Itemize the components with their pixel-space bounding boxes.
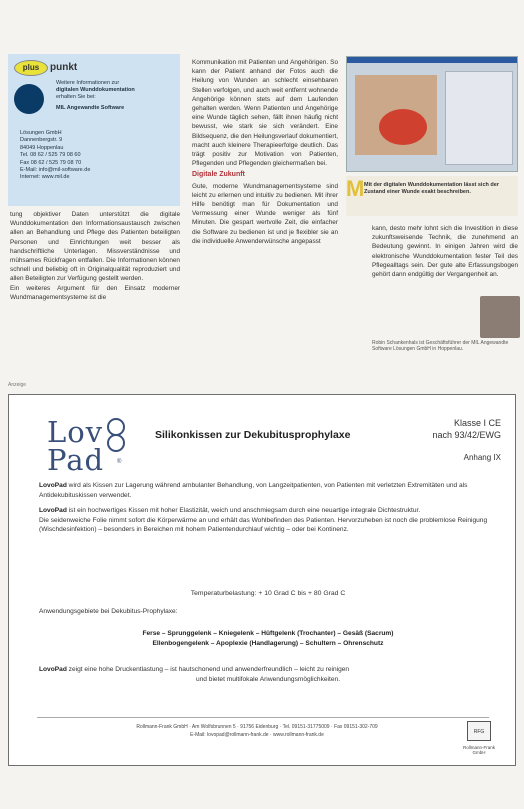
lovopad-advertisement [8, 394, 516, 766]
ad-closing: LovoPad zeigt eine hohe Druckentlastung – ist hautschonend und anwenderfreundlich – leicht zu reinigen und bietet multifokale Anwendungsmöglichkeiten. [39, 666, 350, 683]
article-column-3: kann, desto mehr lohnt sich die Investition in diese zukunftsweisende Technik, die zunehmend an Bedeutung gewinnt. In einigen Jahren wird die elektronische Wunddokumentation fester Teil des Pflegealltags sein. Der gute alte Erfassungsbogen gehört dann endgültig der Vergangenheit an. [372, 225, 518, 279]
ce-class: Klasse I CE nach 93/42/EWG [432, 418, 501, 440]
plus-punkt-logo: plus punkt [14, 60, 84, 76]
usage-heading: Anwendungsgebiete bei Dekubitus-Prophylaxe: [39, 608, 178, 615]
article-column-2: Kommunikation mit Patienten und Angehörigen. So kann der Patient anhand der Fotos auch die Heilung von Wunden an schlecht einsehbaren Stellen verfolgen, und auch weit entfernt wohnende Angehörige können stets auf dem Laufenden gehalten werden. Wenn Patienten und Angehörige eine Wunde täglich sehen, fällt ihnen häufig nicht bewusst, wie stark sie sich verändert. Eine Bildsequenz, die den Heilungsverlauf dokumentiert, macht auch kleinere Therapieerfolge deutlich. Das trägt positiv zur Motivation von Patienten, Pflegenden und Pflegenden gleichermaßen bei. Digitale Zukunft Gute, moderne Wundmanagementsysteme sind leicht zu erlernen und intuitiv zu bedienen. Mit ihrer Hilfe benötigt man für Dokumentation und Vermessung einer Wunde weniger als fünf Minuten. Die gespart wertvolle Zeit, die einfacher die Software zu bedienen ist und je flexibler sie an die individuelle Anwenderwünsche angepasst [192, 59, 338, 245]
ad-body: LovoPad wird als Kissen zur Lagerung während ambulanter Behandlung, von Langzeitpatienten, von Patienten mit verletzten Extremitäten und als Antidekubituskissen verwendet. LovoPad ist ein hochwertiges Kissen mit hoher Elastizität, weich und anschmiegsam durch eine neuartige integrale Dichtestruktur. Die seidenweiche Folie nimmt sofort die Körperwärme an und erhält das Wohlbefinden des Patienten. Hervorzuheben ist noch die problemlose Reinigung (Wischdesinfektion) – besonders in Bereichen mit hohem Patientendurchlauf wichtig – oder bei Kontinenz. Temperaturbelastung: + 10 Grad C bis + 80 Grad C Anwendungsgebiete bei Dekubitus-Prophylaxe: Ferse – Sprunggelenk – Kniegelenk – Hüftgelenk (Trochanter) – Gesäß (Sacrum) Ellenbogengelenk – Apoplexie (Handlagerung) – Schultern – Ohrenschutz LovoPad zeigt eine hohe Druckentlastung – ist hautschonend und anwenderfreundlich – leicht zu reinigen und bietet multifokale Anwendungsmöglichkeiten. [39, 481, 497, 541]
software-screenshot-image [346, 56, 518, 172]
article-column-1: tung objektiver Daten unterstützt die digitale Wunddokumentation den Informationsaustausch zwischen allen an Behandlung und Pflege des Patienten beteiligten Personen und Einrichtungen weit besser als handschriftliche Unterlagen. Missverständnisse und mühsames Rückfragen entfallen. Die Informationen können schnell und beliebig oft in Originalqualität reproduziert und allen Beteiligten zur Verfügung gestellt werden. Ein weiteres Argument für den Einsatz moderner Wundmanagementsysteme ist die [10, 211, 180, 301]
footer-divider [37, 717, 489, 718]
application-areas: Ferse – Sprunggelenk – Kniegelenk – Hüftgelenk (Trochanter) – Gesäß (Sacrum) Ellenbogengelenk – Apoplexie (Handlagerung) – Schultern – Ohrenschutz [142, 630, 394, 647]
portrait-caption: Robin Schankenhals ist Geschäftsführer der MIL Angewandte Software Lösungen GmbH in Hoppenlau. [372, 340, 509, 352]
info-dot-icon [14, 84, 44, 114]
company-emblem-icon: RFG Rollmann-Frank GmbH [457, 721, 501, 755]
ad-footer-contact: Rollmann-Frank GmbH · Am Wolfsbrunnen 5 · 91756 Eidenburg · Tel. 09151-31775009 · Fax 09151-302-709 E-Mail: lovopad@rollmann-frank.de · www.rollmann-frank.de [136, 724, 378, 738]
ad-title: Silikonkissen zur Dekubitusprophylaxe [155, 429, 351, 441]
wound-photo [379, 109, 427, 145]
ad-label: Anzeige [8, 382, 27, 388]
image-caption: M Mit der digitalen Wunddokumentation lässt sich der Zustand einer Wunde exakt beschreiben. [346, 176, 518, 216]
temperature-range: Temperaturbelastung: + 10 Grad C bis + 80 Grad C [190, 590, 346, 597]
section-heading: Digitale Zukunft [192, 171, 245, 179]
lovopad-logo: Lov Pad ® [47, 415, 139, 471]
info-box [8, 54, 180, 206]
info-box-address: Lösungen GmbH Dannenbergstr. 9 84049 Hoppenlau Tel. 08 62 / 525 79 08 60 Fax 08 62 / 525 79 08 70 E-Mail: info@mil-software.de Internet: www.mil.de [20, 130, 91, 181]
info-box-intro: Weitere Informationen zur digitalen Wunddokumentation erhalten Sie bei: MIL Angewandte Software [56, 80, 135, 111]
author-portrait [480, 296, 520, 338]
annex-label: Anhang IX [463, 453, 501, 462]
